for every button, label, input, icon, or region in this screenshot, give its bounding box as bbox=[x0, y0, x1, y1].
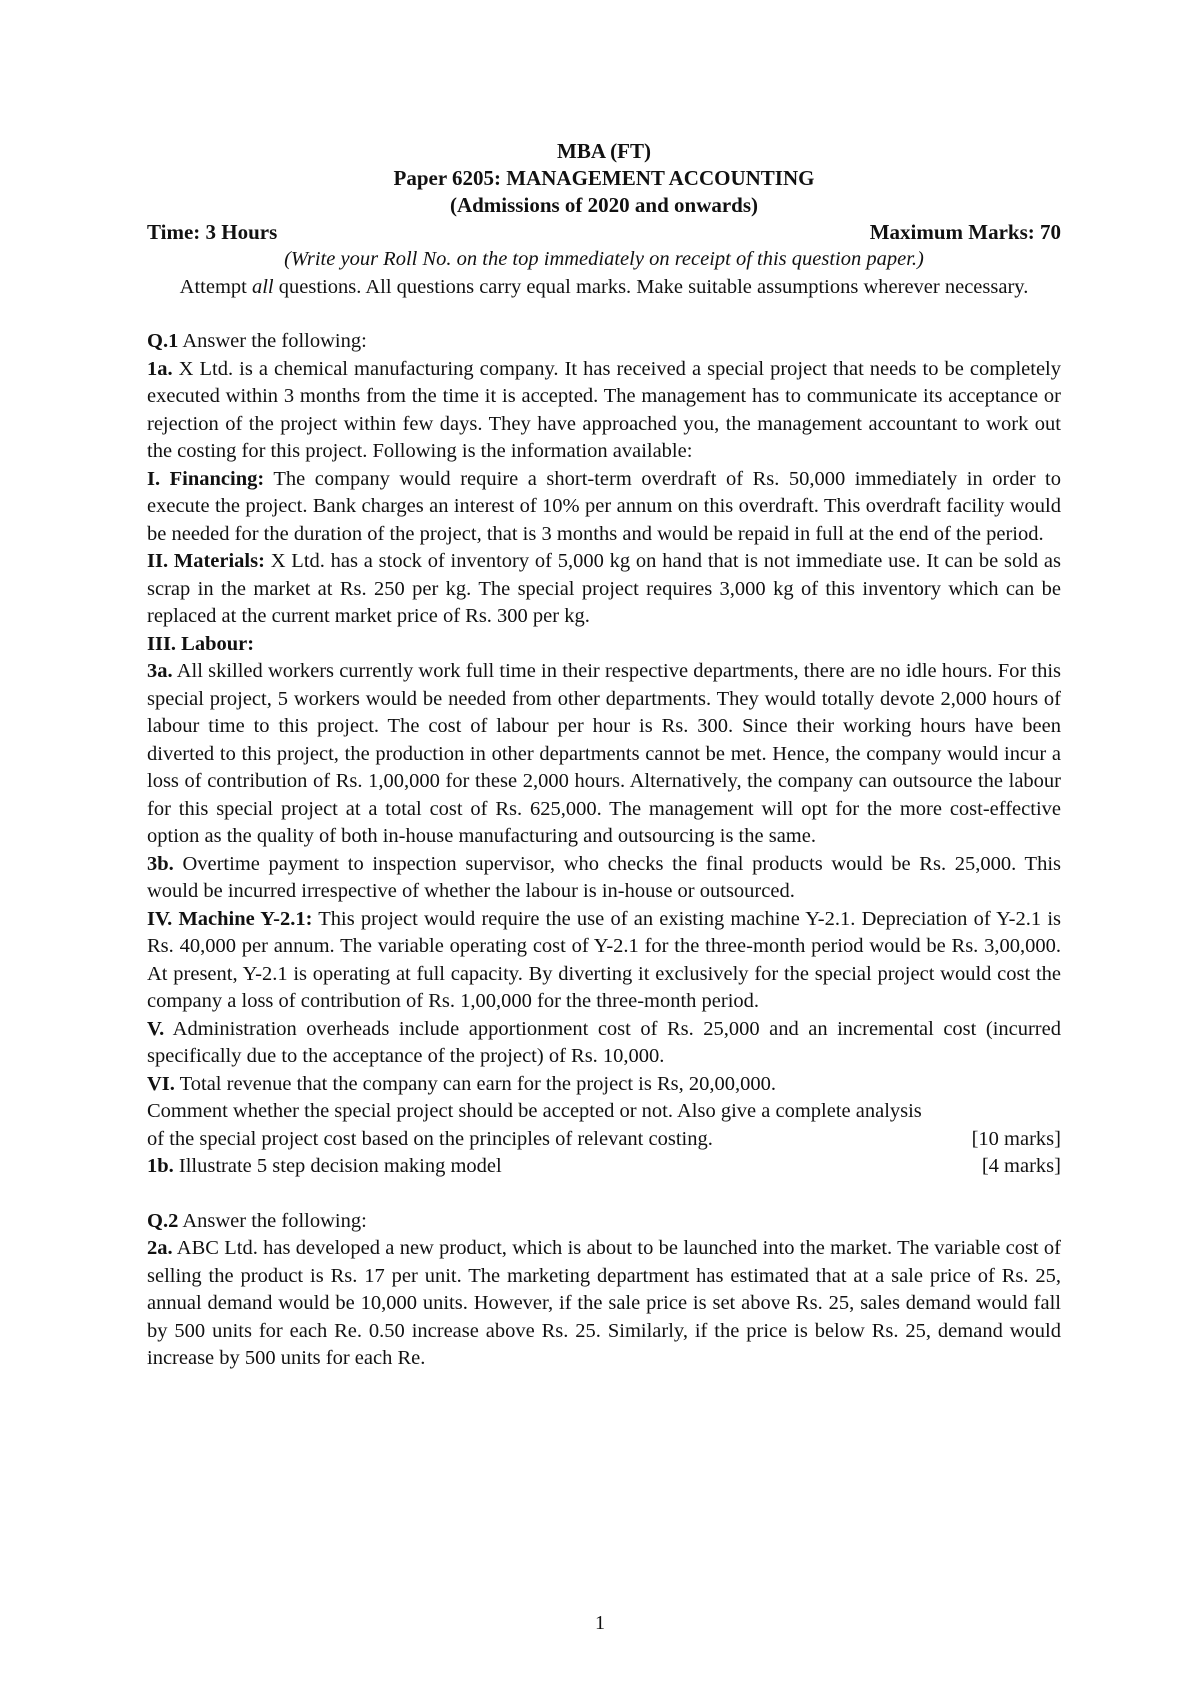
q2-heading: Q.2 Answer the following: bbox=[147, 1209, 367, 1232]
roll-instruction: (Write your Roll No. on the top immediately on receipt of this question paper.) bbox=[284, 248, 924, 270]
page-number: 1 bbox=[595, 1612, 605, 1634]
q1a-paragraph: 1a. X Ltd. is a chemical manufacturing company. It has received a special project that needs to be completely executed within 3 months from the time it is accepted. The management has to communicate its acceptance or rejection of the project within few days. They have approached you, the management accountant to work out the costing for this project. Following is the information available: bbox=[147, 357, 1061, 462]
time-label: Time: 3 Hours bbox=[147, 220, 278, 244]
attempt-instruction: Attempt all questions. All questions carry equal marks. Make suitable assumptions wherever necessary. bbox=[179, 275, 1029, 298]
materials-paragraph: II. Materials: X Ltd. has a stock of inventory of 5,000 kg on hand that is not immediate use. It can be sold as scrap in the market at Rs. 250 per kg. The special project requires 3,000 kg of this inventory which can be replaced at the current market price of Rs. 300 per kg. bbox=[147, 550, 1061, 627]
labour-heading: III. Labour: bbox=[147, 632, 255, 655]
admin-overheads-paragraph: V. Administration overheads include apportionment cost of Rs. 25,000 and an incremental cost (incurred specifically due to the acceptance of the project) of Rs. 10,000. bbox=[147, 1017, 1061, 1067]
machine-paragraph: IV. Machine Y-2.1: This project would require the use of an existing machine Y-2.1. Depreciation of Y-2.1 is Rs. 40,000 per annum. The variable operating cost of Y-2.1 for the three-month period would be Rs. 3,00,000. At present, Y-2.1 is operating at full capacity. By diverting it exclusively for the special project would cost the company a loss of contribution of Rs. 1,00,000 for the three-month period. bbox=[147, 907, 1062, 1012]
paper-title: Paper 6205: MANAGEMENT ACCOUNTING bbox=[393, 166, 815, 190]
q2a-paragraph: 2a. ABC Ltd. has developed a new product, which is about to be launched into the market. The variable cost of selling the product is Rs. 17 per unit. The marketing department has estimated that at a sale price of Rs. 25, annual demand would be 10,000 units. However, if the sale price is set above Rs. 25, sales demand would fall by 500 units for each Re. 0.50 increase above Rs. 25. Similarly, if the price is below Rs. 25, demand would increase by 500 units for each Re. bbox=[147, 1237, 1061, 1369]
programme-title: MBA (FT) bbox=[557, 139, 651, 163]
q1b-marks: [4 marks] bbox=[981, 1155, 1061, 1177]
q1-heading: Q.1 Answer the following: bbox=[147, 330, 367, 352]
comment-marks-row: of the special project cost based on the principles of relevant costing. [10 marks] bbox=[147, 1126, 1061, 1154]
comment-line: Comment whether the special project should be accepted or not. Also give a complete analysis bbox=[147, 1100, 922, 1122]
max-marks-label: Maximum Marks: 70 bbox=[869, 220, 1061, 244]
financing-paragraph: I. Financing: The company would require a short-term overdraft of Rs. 50,000 immediately in order to execute the project. Bank charges an interest of 10% per annum on this overdraft. This overdraft facility would be needed for the duration of the project, that is 3 months and would be repaid in full at the end of the period. bbox=[147, 467, 1061, 545]
q1a-marks: [10 marks] bbox=[971, 1127, 1061, 1150]
labour-3a-paragraph: 3a. All skilled workers currently work full time in their respective departments, there are no idle hours. For this special project, 5 workers would be needed from other departments. They would totally devote 2,000 hours of labour time to this project. The cost of labour per hour is Rs. 300. Since their working hours have been diverted to this project, the production in other departments cannot be met. Hence, the company would incur a loss of contribution of Rs. 1,00,000 for these 2,000 hours. Alternatively, the company can outsource the labour for this special project at a total cost of Rs. 625,000. The management will opt for the more cost-effective option as the quality of both in-house manufacturing and outsourcing is the same. bbox=[147, 660, 1061, 847]
labour-3b-paragraph: 3b. Overtime payment to inspection supervisor, who checks the final products would be Rs. 25,000. This would be incurred irrespective of whether the labour is in-house or outsourced. bbox=[147, 852, 1061, 902]
admissions-note: (Admissions of 2020 and onwards) bbox=[449, 193, 759, 217]
question-paper bbox=[147, 138, 1061, 1373]
revenue-paragraph: VI. Total revenue that the company can earn for the project is Rs, 20,00,000. bbox=[147, 1072, 776, 1095]
q1b-row: 1b. Illustrate 5 step decision making model [4 marks] bbox=[147, 1153, 1061, 1181]
time-marks-row bbox=[147, 219, 1061, 246]
